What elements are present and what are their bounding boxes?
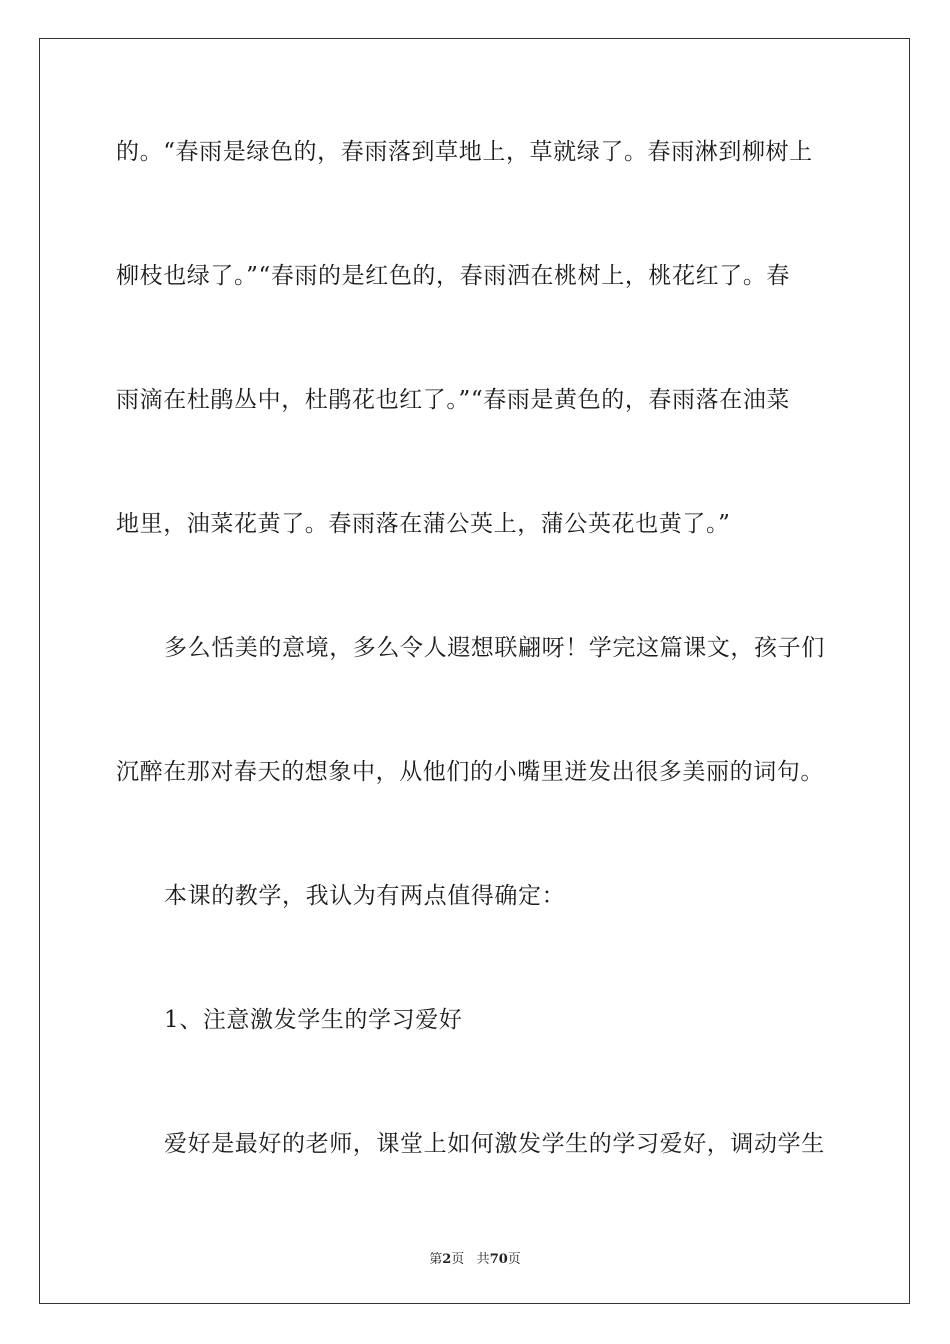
paragraph-line: 雨滴在杜鹃丛中，杜鹃花也红了。”“春雨是黄色的，春雨落在油菜 [116, 387, 791, 413]
paragraph-line: 本课的教学，我认为有两点值得确定： [164, 883, 566, 909]
paragraph-line: 爱好是最好的老师，课堂上如何激发学生的学习爱好，调动学生 [164, 1131, 825, 1157]
paragraph-line: 的。“春雨是绿色的，春雨落到草地上，草就绿了。春雨淋到柳树上 [116, 139, 813, 165]
paragraph-line: 沉醉在那对春天的想象中，从他们的小嘴里迸发出很多美丽的词句。 [116, 759, 824, 785]
page-prefix: 第 [429, 1252, 443, 1267]
paragraph-line: 多么恬美的意境，多么令人遐想联翩呀！学完这篇课文，孩子们 [164, 635, 825, 661]
page-footer [0, 1248, 950, 1267]
paragraph-line: 柳枝也绿了。”“春雨的是红色的，春雨洒在桃树上，桃花红了。春 [116, 263, 791, 289]
total-suffix: 页 [507, 1252, 521, 1267]
total-prefix: 共 [476, 1252, 490, 1267]
page-number: 2 [442, 1252, 452, 1267]
total-pages: 70 [489, 1252, 508, 1267]
page-suffix: 页 [451, 1252, 465, 1267]
paragraph-line: 地里，油菜花黄了。春雨落在蒲公英上，蒲公英花也黄了。” [116, 511, 731, 537]
page-border [39, 38, 910, 1304]
section-heading: 1、注意激发学生的学习爱好 [164, 1007, 463, 1033]
